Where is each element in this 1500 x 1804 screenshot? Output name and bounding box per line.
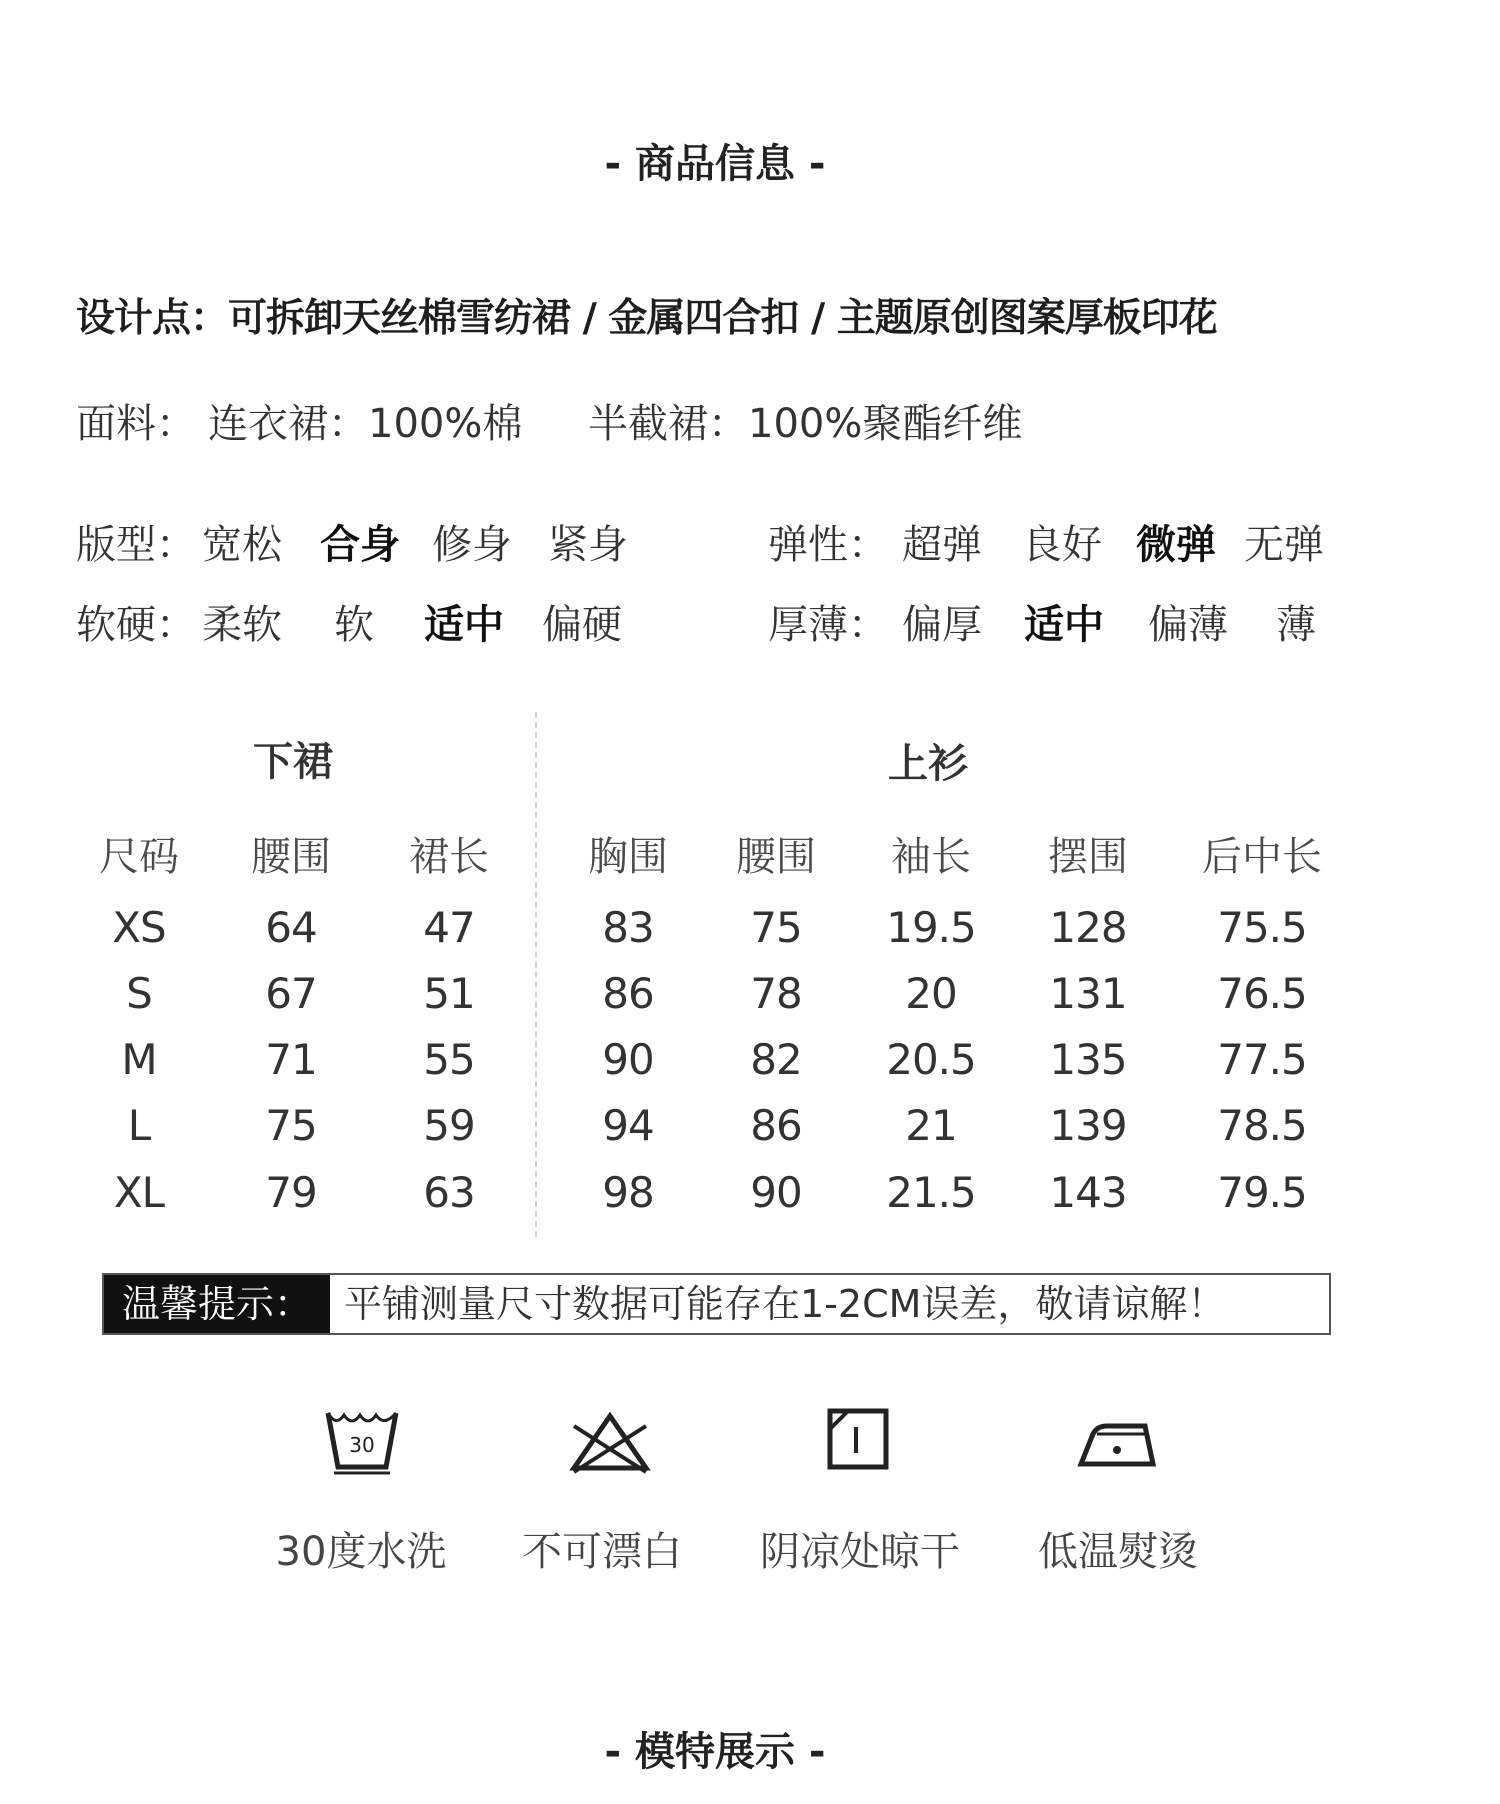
- fit-row: [0, 513, 1500, 568]
- care-label-dry: 阴凉处晾干: [760, 1529, 960, 1575]
- fit-label: 版型：: [76, 522, 196, 568]
- table-cell: 21.5: [886, 1168, 976, 1217]
- table-cell: S: [126, 969, 152, 1018]
- thickness-label: 厚薄：: [768, 602, 888, 648]
- no-bleach-icon: [568, 1410, 652, 1476]
- table-cell: M: [121, 1035, 157, 1084]
- table-divider: [535, 712, 537, 1237]
- table-cell: 128: [1049, 903, 1127, 952]
- table-cell: 64: [265, 903, 317, 952]
- table-cell: 131: [1049, 969, 1127, 1018]
- elasticity-label: 弹性：: [768, 522, 888, 568]
- table-cell: 55: [423, 1035, 475, 1084]
- table-header-cell: 后中长: [1202, 834, 1322, 880]
- care-label-iron: 低温熨烫: [1038, 1529, 1198, 1575]
- table-cell: XS: [112, 903, 166, 952]
- table-cell: 78.5: [1217, 1101, 1307, 1150]
- table-cell: 77.5: [1217, 1035, 1307, 1084]
- table-cell: 83: [602, 903, 654, 952]
- table-cell: 75: [750, 903, 802, 952]
- thickness-option-selected: 适中: [1024, 602, 1104, 648]
- iron-low-icon: [1075, 1412, 1161, 1472]
- softness-row: [0, 593, 1500, 648]
- fabric-dress: 连衣裙：100%棉: [208, 401, 523, 447]
- table-cell: 47: [423, 903, 475, 952]
- table-header-cell: 腰围: [736, 834, 816, 880]
- table-cell: 94: [602, 1101, 654, 1150]
- tip-box: [102, 1273, 1331, 1335]
- fabric-label: 面料：: [76, 401, 196, 447]
- table-cell: 139: [1049, 1101, 1127, 1150]
- design-point: 设计点：可拆卸天丝棉雪纺裙 / 金属四合扣 / 主题原创图案厚板印花: [76, 296, 1217, 341]
- table-cell: 75.5: [1217, 903, 1307, 952]
- softness-label: 软硬：: [76, 602, 196, 648]
- table-header-cell: 腰围: [251, 834, 331, 880]
- table-cell: XL: [113, 1168, 165, 1217]
- table-cell: 90: [602, 1035, 654, 1084]
- fit-option-selected: 合身: [320, 522, 400, 568]
- table-cell: 86: [750, 1101, 802, 1150]
- wash-temp-badge: 30: [349, 1433, 375, 1457]
- table-cell: 79.5: [1217, 1168, 1307, 1217]
- fit-option: 紧身: [548, 522, 628, 568]
- table-cell: 19.5: [886, 903, 976, 952]
- table-cell: L: [127, 1101, 151, 1150]
- table-header-cell: 摆围: [1048, 834, 1128, 880]
- table-cell: 63: [423, 1168, 475, 1217]
- table-cell: 135: [1049, 1035, 1127, 1084]
- thickness-option: 薄: [1276, 602, 1316, 648]
- softness-option-selected: 适中: [424, 602, 504, 648]
- elasticity-option-selected: 微弹: [1136, 522, 1216, 568]
- softness-option: 柔软: [202, 602, 282, 648]
- table-cell: 75: [265, 1101, 317, 1150]
- table-cell: 51: [423, 969, 475, 1018]
- table-header-cell: 尺码: [99, 834, 179, 880]
- elasticity-option: 良好: [1022, 522, 1102, 568]
- tip-text: 平铺测量尺寸数据可能存在1-2CM误差，敬请谅解！: [344, 1282, 1226, 1326]
- thickness-option: 偏薄: [1148, 602, 1228, 648]
- softness-option: 软: [334, 602, 374, 648]
- table-cell: 78: [750, 969, 802, 1018]
- table-cell: 143: [1049, 1168, 1127, 1217]
- table-cell: 86: [602, 969, 654, 1018]
- table-cell: 67: [265, 969, 317, 1018]
- model-show-title: - 模特展示 -: [604, 1729, 826, 1775]
- table-cell: 82: [750, 1035, 802, 1084]
- fit-option: 宽松: [202, 522, 282, 568]
- table-header-cell: 胸围: [588, 834, 668, 880]
- skirt-group-title: 下裙: [253, 739, 333, 785]
- table-cell: 90: [750, 1168, 802, 1217]
- table-cell: 20: [905, 969, 957, 1018]
- fabric-skirt: 半截裙：100%聚酯纤维: [588, 401, 1023, 447]
- table-cell: 21: [905, 1101, 957, 1150]
- care-label-wash: 30度水洗: [275, 1529, 447, 1575]
- product-info-title: - 商品信息 -: [604, 141, 826, 187]
- elasticity-option: 超弹: [902, 522, 982, 568]
- top-group-title: 上衫: [888, 741, 968, 787]
- wash-30-icon: [322, 1405, 402, 1477]
- table-cell: 76.5: [1217, 969, 1307, 1018]
- shade-dry-icon: [826, 1405, 892, 1475]
- table-header-cell: 袖长: [891, 834, 971, 880]
- table-header-cell: 裙长: [409, 834, 489, 880]
- thickness-option: 偏厚: [902, 602, 982, 648]
- fit-option: 修身: [432, 522, 512, 568]
- table-cell: 71: [265, 1035, 317, 1084]
- table-cell: 20.5: [886, 1035, 976, 1084]
- care-label-bleach: 不可漂白: [522, 1529, 682, 1575]
- softness-option: 偏硬: [542, 602, 622, 648]
- elasticity-option: 无弹: [1244, 522, 1324, 568]
- tip-label: 温馨提示：: [104, 1275, 330, 1333]
- table-cell: 98: [602, 1168, 654, 1217]
- table-cell: 79: [265, 1168, 317, 1217]
- table-cell: 59: [423, 1101, 475, 1150]
